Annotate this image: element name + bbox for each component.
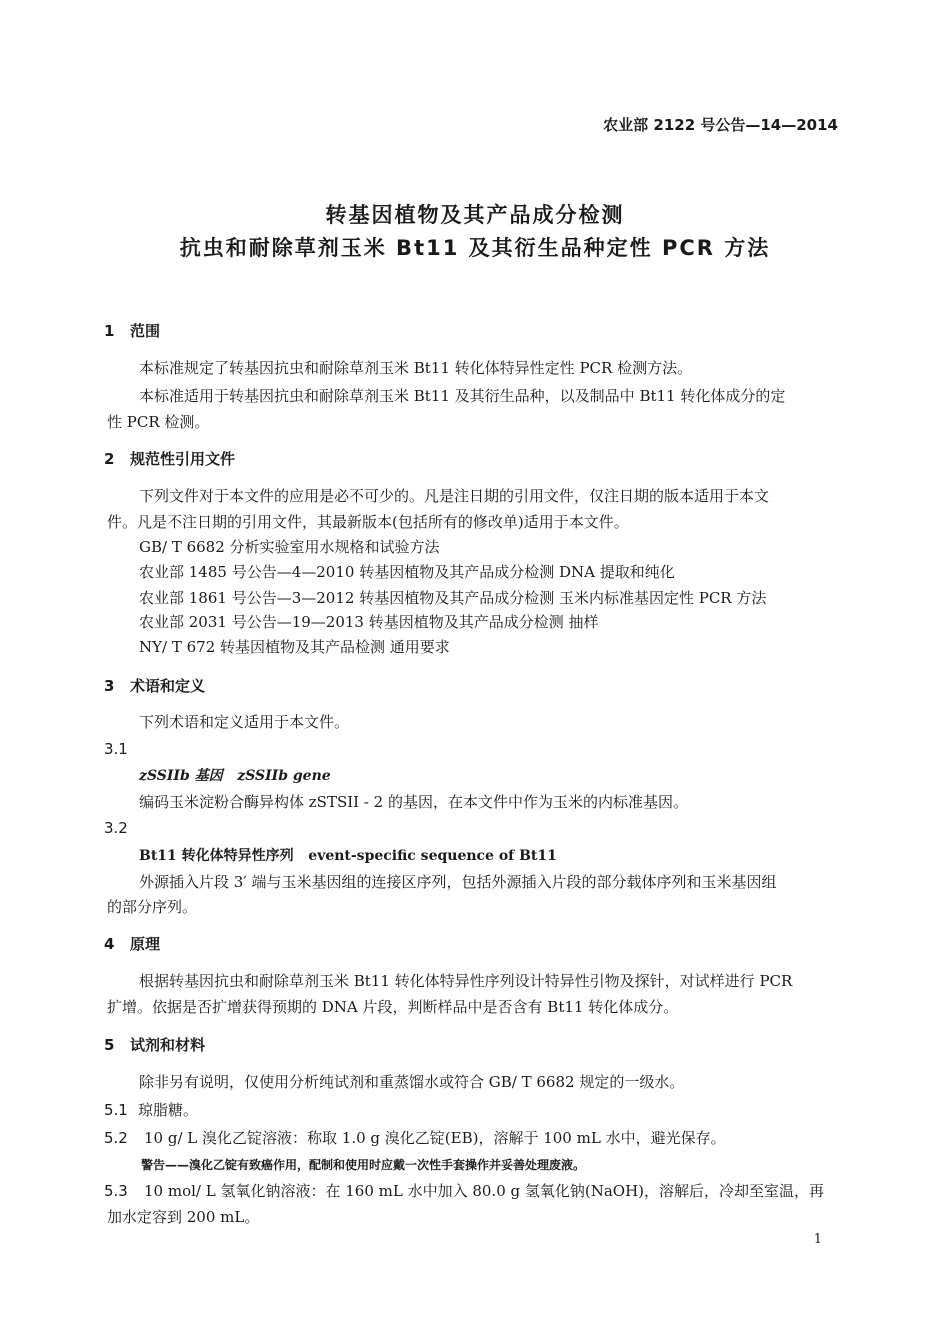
section-5-heading (104, 1034, 205, 1055)
reference-item: 农业部 2031 号公告—19—2013 转基因植物及其产品成分检测 抽样 (139, 613, 599, 631)
item-number: 5.2 (104, 1129, 128, 1147)
reference-item: GB/ T 6682 分析实验室用水规格和试验方法 (139, 538, 440, 556)
term-definition-continuation: 的部分序列。 (107, 898, 198, 916)
term-en: zSSIIb gene (237, 768, 331, 784)
item-text: 10 mol/ L 氢氧化钠溶液：在 160 mL 水中加入 80.0 g 氢氧化钠(NaOH)，溶解后，冷却至室温，再 (144, 1182, 825, 1200)
item-5-1 (104, 1099, 198, 1120)
section-title: 范围 (130, 322, 161, 340)
section-1-heading (104, 320, 160, 341)
item-text: 10 g/ L 溴化乙锭溶液：称取 1.0 g 溴化乙锭(EB)，溶解于 100 mL 水中，避光保存。 (144, 1129, 726, 1147)
warning-note: 警告——溴化乙锭有致癌作用，配制和使用时应戴一次性手套操作并妥善处理废液。 (141, 1158, 586, 1172)
paragraph: 除非另有说明，仅使用分析纯试剂和重蒸馏水或符合 GB/ T 6682 规定的一级水。 (139, 1073, 685, 1091)
reference-item: NY/ T 672 转基因植物及其产品检测 通用要求 (139, 638, 450, 656)
section-4-heading (104, 933, 160, 954)
item-number: 5.1 (104, 1101, 128, 1119)
paragraph: 下列文件对于本文件的应用是必不可少的。凡是注日期的引用文件，仅注日期的版本适用于本文 (139, 487, 770, 505)
paragraph-continuation: 件。凡是不注日期的引用文件，其最新版本(包括所有的修改单)适用于本文件。 (107, 513, 629, 531)
item-5-2 (104, 1127, 726, 1148)
paragraph: 本标准规定了转基因抗虫和耐除草剂玉米 Bt11 转化体特异性定性 PCR 检测方法。 (139, 359, 693, 377)
paragraph: 下列术语和定义适用于本文件。 (139, 713, 350, 731)
item-5-3 (104, 1180, 824, 1201)
page-number: 1 (813, 1232, 822, 1247)
term-definition: 编码玉米淀粉合酶异构体 zSTSII - 2 的基因，在本文件中作为玉米的内标准基因。 (139, 793, 688, 811)
term (139, 845, 557, 865)
section-3-heading (104, 675, 205, 696)
section-number: 3 (104, 677, 115, 695)
section-number: 5 (104, 1036, 115, 1054)
section-number: 2 (104, 450, 115, 468)
section-title: 规范性引用文件 (130, 450, 236, 468)
reference-item: 农业部 1861 号公告—3—2012 转基因植物及其产品成分检测 玉米内标准基因定性 PCR 方法 (139, 589, 767, 607)
clause-number: 3.2 (104, 819, 128, 837)
reference-item: 农业部 1485 号公告—4—2010 转基因植物及其产品成分检测 DNA 提取和纯化 (139, 563, 675, 581)
section-2-heading (104, 448, 235, 469)
term-zh: Bt11 转化体特异性序列 (139, 848, 294, 864)
title-line-2: 抗虫和耐除草剂玉米 Bt11 及其衍生品种定性 PCR 方法 (179, 236, 771, 260)
term-en: event-specific sequence of Bt11 (308, 848, 557, 864)
paragraph-continuation: 扩增。依据是否扩增获得预期的 DNA 片段，判断样品中是否含有 Bt11 转化体成分。 (107, 998, 679, 1016)
section-title: 试剂和材料 (130, 1036, 206, 1054)
section-number: 4 (104, 935, 115, 953)
clause-number: 3.1 (104, 740, 128, 758)
paragraph-continuation: 性 PCR 检测。 (107, 413, 210, 431)
paragraph: 本标准适用于转基因抗虫和耐除草剂玉米 Bt11 及其衍生品种，以及制品中 Bt11 转化体成分的定 (139, 387, 786, 405)
section-title: 原理 (130, 935, 161, 953)
section-title: 术语和定义 (130, 677, 206, 695)
item-text-continuation: 加水定容到 200 mL。 (107, 1208, 260, 1226)
term-zh: zSSIIb 基因 (139, 768, 223, 784)
paragraph: 根据转基因抗虫和耐除草剂玉米 Bt11 转化体特异性序列设计特异性引物及探针，对试样进行 PCR (139, 972, 793, 990)
title-line-1: 转基因植物及其产品成分检测 (325, 203, 625, 227)
item-text: 琼脂糖。 (138, 1101, 199, 1119)
section-number: 1 (104, 322, 115, 340)
term-definition: 外源插入片段 3′ 端与玉米基因组的连接区序列，包括外源插入片段的部分载体序列和玉米基因组 (139, 873, 777, 891)
standard-number: 农业部 2122 号公告—14—2014 (603, 116, 838, 134)
item-number: 5.3 (104, 1182, 128, 1200)
term (139, 765, 331, 785)
